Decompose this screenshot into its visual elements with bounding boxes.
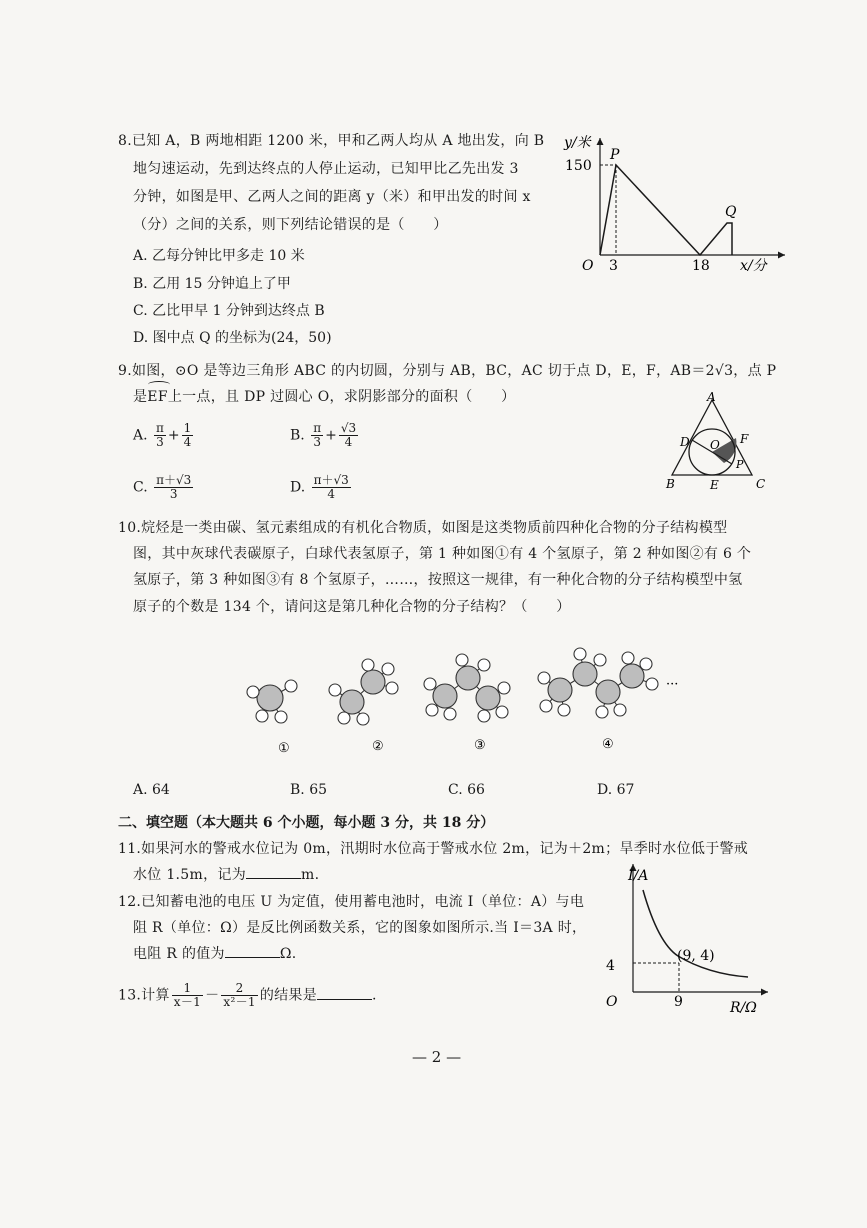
page-number: — 2 — — [412, 1048, 462, 1066]
q9-option-c: C. $\frac{\pi+√3}{3}$ — [133, 473, 192, 501]
label-e: E — [710, 478, 719, 492]
q8-ylabel: y/米 — [564, 135, 591, 151]
figure-label-4: ④ — [602, 737, 614, 752]
q8-distance-line — [600, 165, 732, 255]
alkane-molecule-figures — [240, 640, 690, 760]
molecule-3 — [424, 654, 510, 722]
q11-line-2: 水位 1.5m，记为 m. — [133, 867, 320, 883]
q8-option-b: B. 乙用 15 分钟追上了甲 — [133, 276, 291, 292]
q8-line-3: 分钟，如图是甲、乙两人之间的距离 y（米）和甲出发的时间 x — [133, 189, 531, 205]
q12-answer-blank — [225, 945, 280, 958]
figure-label-2: ② — [372, 739, 384, 754]
q9-option-b: B. $\frac{\pi}{3}$ + $\frac{√3}{4}$ — [290, 421, 357, 449]
molecule-ellipsis: ··· — [666, 677, 679, 692]
label-b: B — [666, 477, 675, 491]
q12-ylabel: I/A — [628, 868, 649, 884]
q8-point-p: P — [610, 147, 620, 163]
q12-x-tick: 9 — [674, 994, 683, 1010]
q9-option-a: A. $\frac{\pi}{3}$ + $\frac{1}{4}$ — [133, 421, 192, 449]
molecule-2 — [329, 659, 398, 725]
label-a: A — [707, 390, 716, 404]
q8-line-2: 地匀速运动，先到达终点的人停止运动，已知甲比乙先出发 3 — [133, 161, 519, 177]
label-p: P — [736, 458, 744, 471]
figure-label-3: ③ — [474, 738, 486, 753]
q11-line-1: 11.如果河水的警戒水位记为 0m，汛期时水位高于警戒水位 2m，记为＋2m；旱季时水位低于警戒 — [118, 841, 749, 857]
q12-point-label: (9, 4) — [677, 948, 715, 964]
label-o: O — [710, 438, 720, 452]
figure-label-1: ① — [278, 741, 290, 756]
q8-x-tick-1: 3 — [609, 258, 618, 274]
q11-answer-blank — [246, 866, 301, 879]
q12-inverse-graph — [598, 858, 778, 1020]
q9-line-1: 9.如图，⊙O 是等边三角形 ABC 的内切圆，分别与 AB，BC，AC 切于点 D，E，F，AB＝2√3，点 P — [118, 363, 777, 379]
q9-option-d: D. $\frac{\pi+√3}{4}$ — [290, 473, 349, 501]
q12-line-3: 电阻 R 的值为 Ω. — [133, 946, 297, 962]
q10-option-c: C. 66 — [448, 782, 485, 798]
q10-line-3: 氢原子，第 3 种如图③有 8 个氢原子，……，按照这一规律，有一种化合物的分子结构模型中氢 — [133, 572, 743, 588]
molecule-1 — [247, 680, 297, 723]
q12-line-1: 12.已知蓄电池的电压 U 为定值，使用蓄电池时，电流 I（单位：A）与电 — [118, 894, 585, 910]
q8-x-tick-2: 18 — [692, 258, 710, 274]
molecule-4 — [538, 648, 658, 718]
label-c: C — [756, 477, 766, 491]
arc-mark-ef — [148, 381, 170, 388]
q8-line-1: 8.已知 A，B 两地相距 1200 米，甲和乙两人均从 A 地出发，向 B — [118, 133, 545, 149]
q13-line: 13.计算 $\frac{1}{x-1}$ － $\frac{2}{\text{x²－1}}$ 的结果是 . — [118, 981, 377, 1009]
q8-line-4: （分）之间的关系，则下列结论错误的是（ ） — [133, 217, 448, 233]
q12-line-2: 阻 R（单位：Ω）是反比例函数关系，它的图象如图所示.当 I＝3A 时， — [133, 920, 587, 936]
q12-origin: O — [606, 994, 618, 1010]
q13-answer-blank — [317, 987, 372, 1000]
q8-option-c: C. 乙比甲早 1 分钟到达终点 B — [133, 303, 325, 319]
label-f: F — [740, 432, 749, 446]
q12-xlabel: R/Ω — [730, 1000, 757, 1016]
q8-origin: O — [582, 258, 594, 274]
q8-option-d: D. 图中点 Q 的坐标为(24，50) — [133, 330, 332, 346]
q10-option-a: A. 64 — [133, 782, 170, 798]
section-heading-fill-in: 二、填空题（本大题共 6 个小题，每小题 3 分，共 18 分） — [118, 815, 495, 831]
q9-line-2: 是EF上一点，且 DP 过圆心 O，求阴影部分的面积（ ） — [133, 389, 516, 405]
q12-y-tick: 4 — [606, 958, 615, 974]
q10-line-1: 10.烷烃是一类由碳、氢元素组成的有机化合物质，如图是这类物质前四种化合物的分子结构模型 — [118, 520, 728, 536]
q10-option-b: B. 65 — [290, 782, 328, 798]
q10-line-2: 图，其中灰球代表碳原子，白球代表氢原子，第 1 种如图①有 4 个氢原子，第 2 种如图②有 6 个 — [133, 546, 752, 562]
label-d: D — [680, 435, 690, 449]
q9-triangle-figure — [660, 388, 770, 494]
q8-option-a: A. 乙每分钟比甲多走 10 米 — [133, 248, 305, 264]
q8-xlabel: x/分 — [740, 258, 767, 274]
q8-distance-graph — [560, 130, 790, 280]
q8-y-tick: 150 — [565, 158, 592, 174]
q8-point-q: Q — [725, 204, 737, 220]
q10-line-4: 原子的个数是 134 个，请问这是第几种化合物的分子结构？（ ） — [133, 599, 571, 615]
q10-option-d: D. 67 — [597, 782, 635, 798]
